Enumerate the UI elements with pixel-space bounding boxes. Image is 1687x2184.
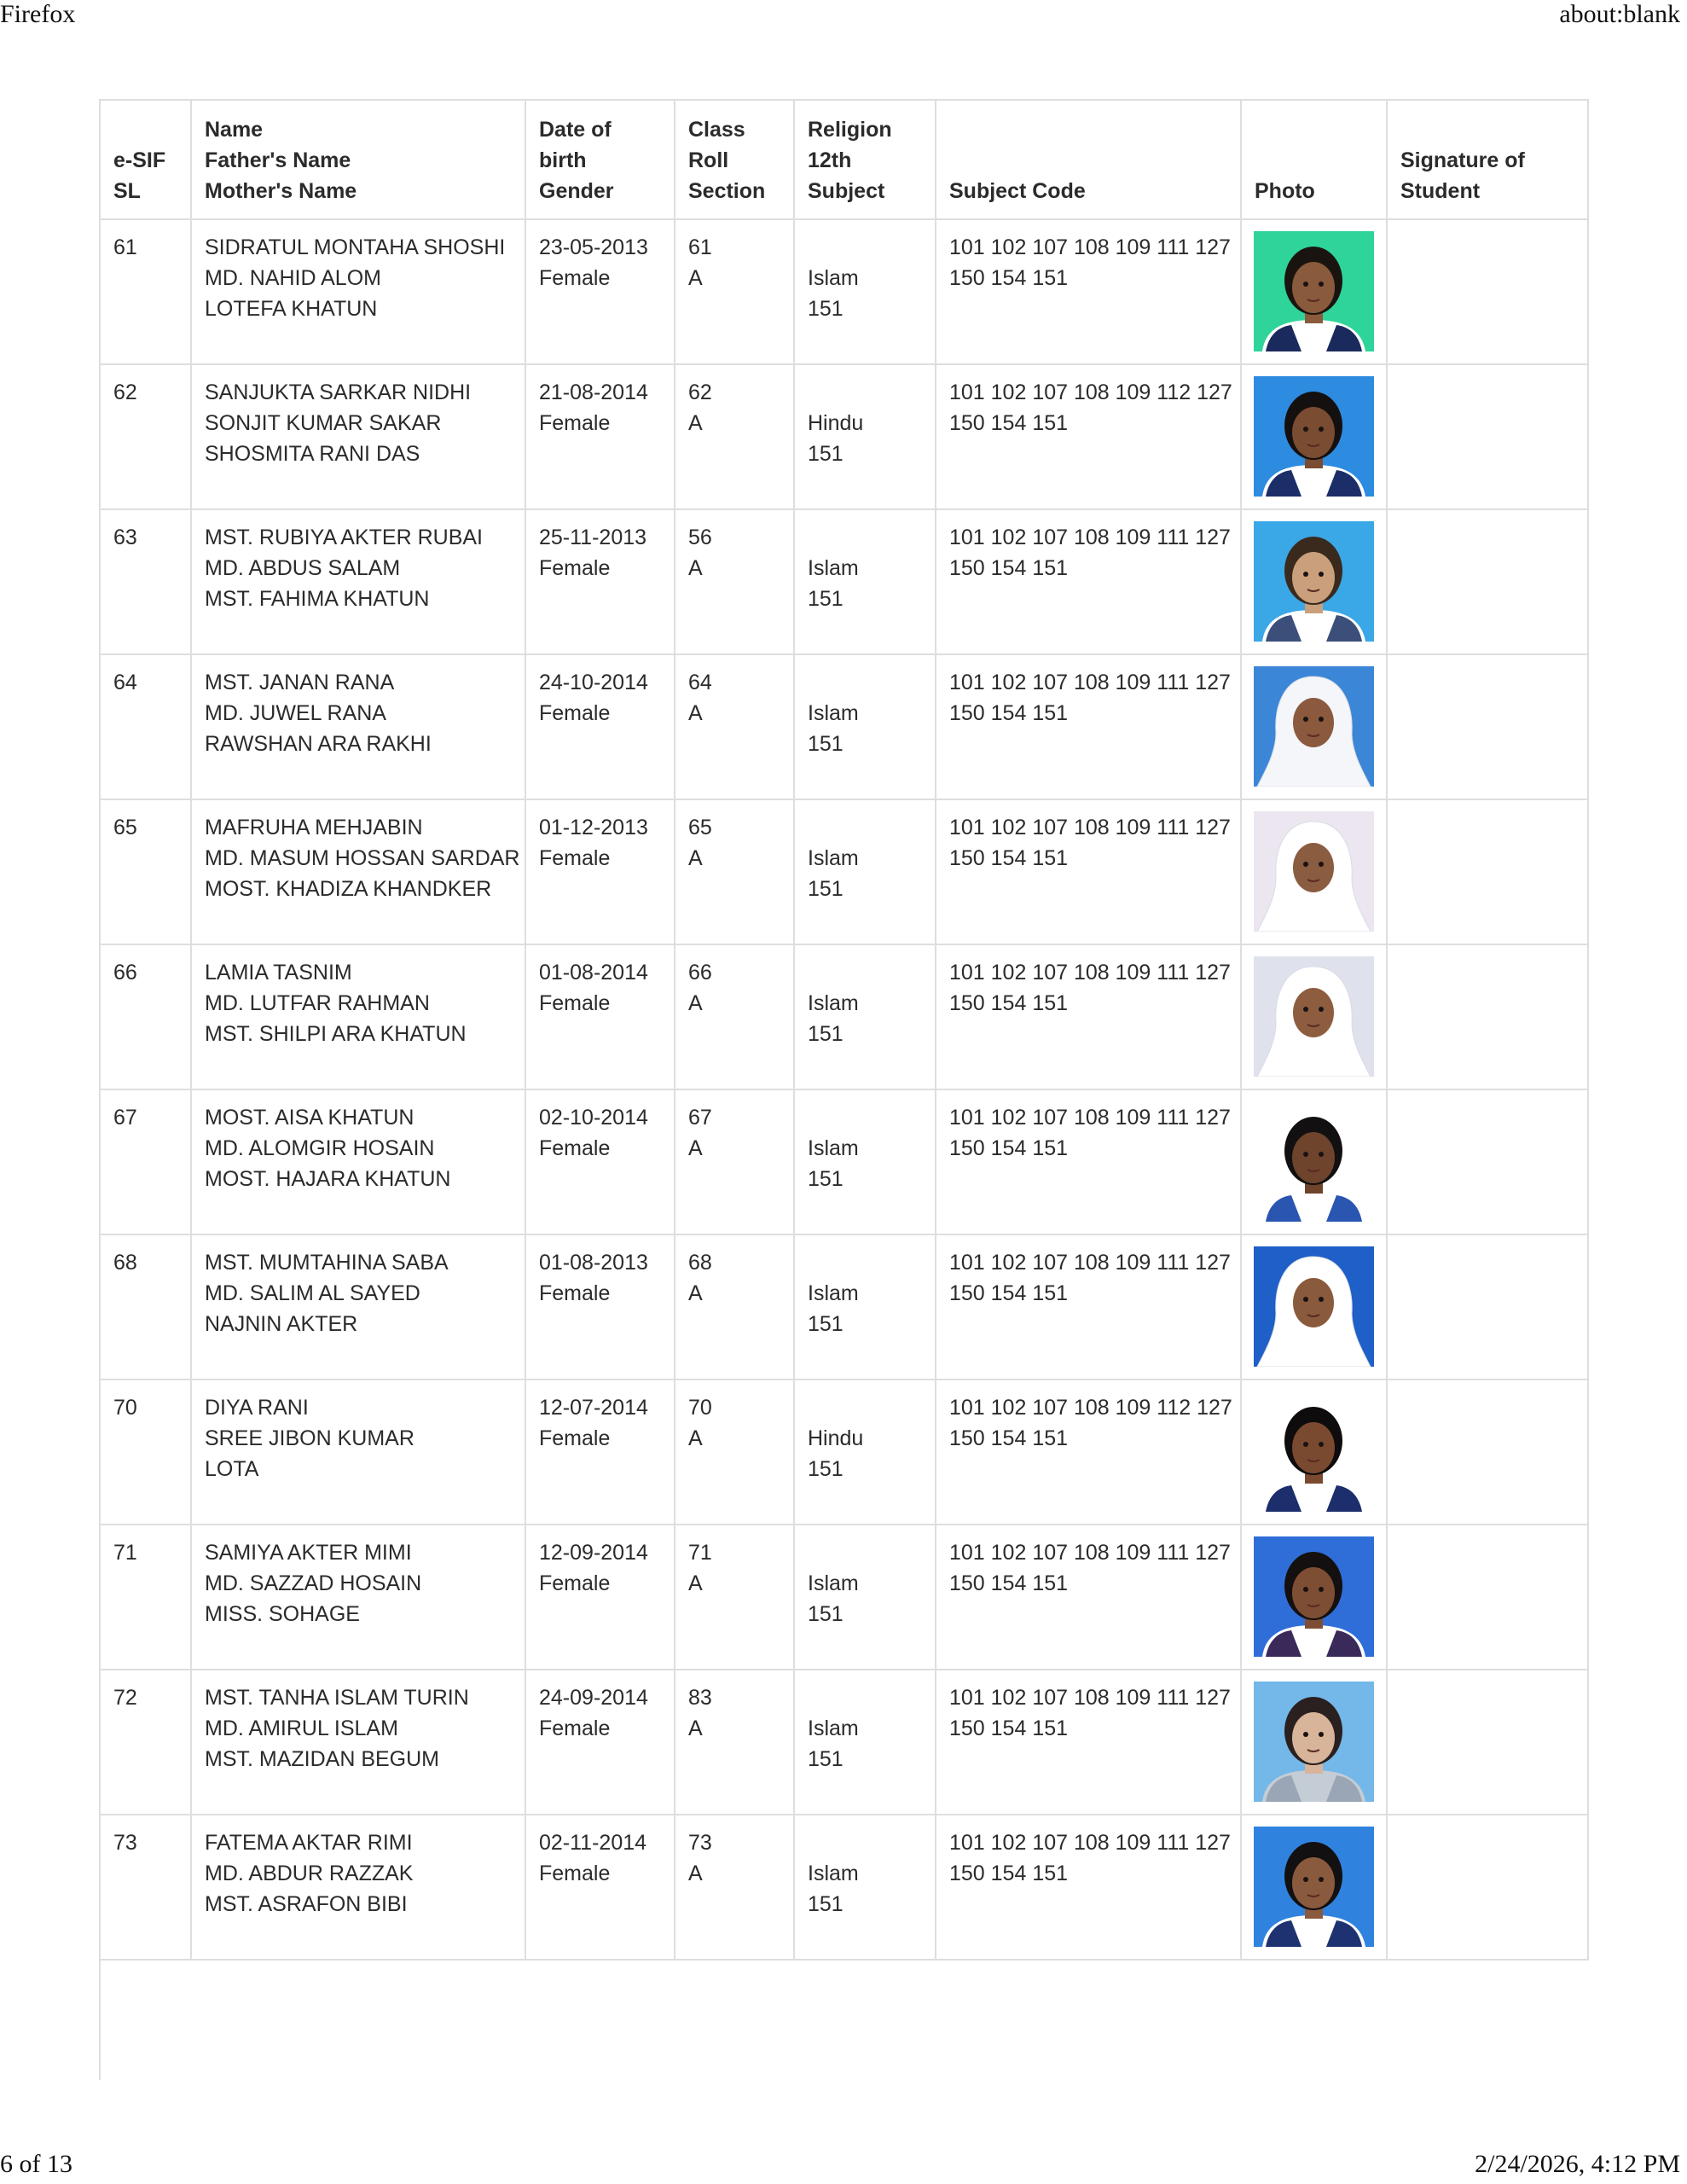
browser-name: Firefox: [0, 0, 76, 28]
mother-name: MOST. KHADIZA KHANDKER: [205, 877, 492, 901]
portrait-image: [1254, 1682, 1374, 1802]
portrait-image: [1254, 956, 1374, 1077]
student-photo: [1254, 521, 1374, 642]
father-name: MD. MASUM HOSSAN SARDAR: [205, 846, 520, 870]
table-body: [100, 219, 1588, 1960]
roll: 83: [688, 1686, 712, 1710]
cell-class: [675, 944, 794, 1089]
cell-dob: [525, 1234, 675, 1380]
cell-sl: 63: [100, 509, 191, 654]
student-name: MOST. AISA KHATUN: [205, 1106, 415, 1130]
date-of-birth: 02-10-2014: [539, 1106, 648, 1130]
subject-12th: 151: [808, 442, 844, 466]
gender: Female: [539, 266, 611, 290]
student-name: FATEMA AKTAR RIMI: [205, 1831, 413, 1855]
cell-subject-code: [936, 1670, 1241, 1815]
student-name: MST. JANAN RANA: [205, 671, 395, 694]
subject-codes-line-2: 150 154 151: [949, 1571, 1069, 1595]
subject-codes-line-1: 101 102 107 108 109 111 127: [949, 961, 1231, 985]
cell-photo: [1241, 364, 1387, 509]
header-sl: e-SIF SL: [100, 100, 191, 219]
student-photo: [1254, 1682, 1374, 1802]
cell-religion: [794, 1234, 936, 1380]
cell-dob: [525, 1815, 675, 1960]
student-photo: [1254, 1246, 1374, 1367]
cell-signature: [1387, 1525, 1588, 1670]
student-photo: [1254, 1536, 1374, 1657]
portrait-image: [1254, 811, 1374, 932]
cell-dob: [525, 654, 675, 799]
cell-signature: [1387, 1380, 1588, 1525]
religion: Islam: [808, 846, 859, 870]
student-table: [99, 99, 1589, 1960]
roll: 67: [688, 1106, 712, 1130]
father-name: MD. ABDUS SALAM: [205, 556, 401, 580]
religion: Islam: [808, 1136, 859, 1160]
cell-religion: [794, 1089, 936, 1234]
cell-sl: 73: [100, 1815, 191, 1960]
mother-name: SHOSMITA RANI DAS: [205, 442, 420, 466]
cell-names: [191, 799, 525, 944]
roll: 73: [688, 1831, 712, 1855]
cell-class: [675, 799, 794, 944]
father-name: MD. LUTFAR RAHMAN: [205, 991, 430, 1015]
cell-subject-code: [936, 1380, 1241, 1525]
table-row: [100, 1815, 1588, 1960]
student-photo: [1254, 1391, 1374, 1512]
student-name: MST. TANHA ISLAM TURIN: [205, 1686, 469, 1710]
subject-codes-line-2: 150 154 151: [949, 991, 1069, 1015]
subject-codes-line-2: 150 154 151: [949, 266, 1069, 290]
date-of-birth: 12-09-2014: [539, 1541, 648, 1565]
roll: 70: [688, 1396, 712, 1420]
cell-sl: 71: [100, 1525, 191, 1670]
father-name: MD. NAHID ALOM: [205, 266, 381, 290]
father-name: MD. ALOMGIR HOSAIN: [205, 1136, 435, 1160]
subject-12th: 151: [808, 1457, 844, 1481]
student-name: SAMIYA AKTER MIMI: [205, 1541, 412, 1565]
subject-codes-line-1: 101 102 107 108 109 111 127: [949, 816, 1231, 839]
section: A: [688, 846, 703, 870]
student-photo: [1254, 666, 1374, 787]
cell-names: [191, 509, 525, 654]
cell-class: [675, 1670, 794, 1815]
portrait-image: [1254, 1246, 1374, 1367]
father-name: MD. SAZZAD HOSAIN: [205, 1571, 422, 1595]
table-row: [100, 799, 1588, 944]
cell-religion: [794, 1670, 936, 1815]
cell-religion: [794, 1815, 936, 1960]
subject-codes-line-1: 101 102 107 108 109 111 127: [949, 1251, 1231, 1275]
student-name: DIYA RANI: [205, 1396, 309, 1420]
cell-photo: [1241, 1670, 1387, 1815]
student-photo: [1254, 1101, 1374, 1222]
cell-subject-code: [936, 1234, 1241, 1380]
cell-photo: [1241, 944, 1387, 1089]
cell-names: [191, 1089, 525, 1234]
religion: Islam: [808, 1716, 859, 1740]
date-of-birth: 01-08-2014: [539, 961, 648, 985]
page-indicator: 6 of 13: [0, 2150, 72, 2178]
religion: Islam: [808, 556, 859, 580]
gender: Female: [539, 556, 611, 580]
header-religion: Religion 12th Subject: [794, 100, 936, 219]
roll: 68: [688, 1251, 712, 1275]
subject-codes-line-2: 150 154 151: [949, 1281, 1069, 1305]
subject-12th: 151: [808, 1167, 844, 1191]
father-name: MD. JUWEL RANA: [205, 701, 386, 725]
print-footer: [0, 2150, 1687, 2184]
cell-subject-code: [936, 799, 1241, 944]
cell-names: [191, 1815, 525, 1960]
gender: Female: [539, 1281, 611, 1305]
cell-names: [191, 1525, 525, 1670]
table-row: [100, 1525, 1588, 1670]
cell-names: [191, 219, 525, 364]
page-continuation-border: [99, 1960, 101, 2080]
cell-sl: 61: [100, 219, 191, 364]
subject-codes-line-2: 150 154 151: [949, 556, 1069, 580]
cell-photo: [1241, 1525, 1387, 1670]
subject-codes-line-1: 101 102 107 108 109 111 127: [949, 1831, 1231, 1855]
section: A: [688, 1862, 703, 1885]
date-of-birth: 25-11-2013: [539, 526, 647, 549]
cell-religion: [794, 509, 936, 654]
cell-signature: [1387, 799, 1588, 944]
gender: Female: [539, 1716, 611, 1740]
student-photo: [1254, 376, 1374, 497]
date-of-birth: 12-07-2014: [539, 1396, 648, 1420]
table-row: [100, 364, 1588, 509]
header-name: Name Father's Name Mother's Name: [191, 100, 525, 219]
religion: Islam: [808, 991, 859, 1015]
subject-codes-line-2: 150 154 151: [949, 1862, 1069, 1885]
cell-class: [675, 1234, 794, 1380]
cell-sl: 72: [100, 1670, 191, 1815]
header-class: Class Roll Section: [675, 100, 794, 219]
religion: Islam: [808, 266, 859, 290]
cell-photo: [1241, 509, 1387, 654]
portrait-image: [1254, 521, 1374, 642]
subject-codes-line-2: 150 154 151: [949, 1426, 1069, 1450]
gender: Female: [539, 1136, 611, 1160]
header-dob: Date of birth Gender: [525, 100, 675, 219]
student-photo: [1254, 811, 1374, 932]
gender: Female: [539, 701, 611, 725]
print-datetime: 2/24/2026, 4:12 PM: [1475, 2150, 1680, 2178]
cell-photo: [1241, 654, 1387, 799]
print-header: [0, 0, 1687, 34]
cell-names: [191, 944, 525, 1089]
gender: Female: [539, 1426, 611, 1450]
cell-sl: 68: [100, 1234, 191, 1380]
cell-class: [675, 1380, 794, 1525]
subject-codes-line-2: 150 154 151: [949, 1136, 1069, 1160]
date-of-birth: 21-08-2014: [539, 380, 648, 404]
student-list-sheet: [99, 99, 1587, 2080]
header-photo: Photo: [1241, 100, 1387, 219]
cell-signature: [1387, 1234, 1588, 1380]
roll: 61: [688, 235, 712, 259]
cell-photo: [1241, 1380, 1387, 1525]
cell-religion: [794, 944, 936, 1089]
table-row: [100, 219, 1588, 364]
cell-signature: [1387, 944, 1588, 1089]
cell-dob: [525, 1670, 675, 1815]
subject-codes-line-2: 150 154 151: [949, 411, 1069, 435]
cell-dob: [525, 219, 675, 364]
cell-religion: [794, 654, 936, 799]
cell-subject-code: [936, 219, 1241, 364]
cell-dob: [525, 1380, 675, 1525]
subject-codes-line-1: 101 102 107 108 109 112 127: [949, 380, 1232, 404]
section: A: [688, 411, 703, 435]
cell-class: [675, 1815, 794, 1960]
gender: Female: [539, 1571, 611, 1595]
cell-names: [191, 1380, 525, 1525]
cell-religion: [794, 364, 936, 509]
subject-codes-line-2: 150 154 151: [949, 846, 1069, 870]
portrait-image: [1254, 1391, 1374, 1512]
cell-subject-code: [936, 364, 1241, 509]
student-name: MST. RUBIYA AKTER RUBAI: [205, 526, 484, 549]
portrait-image: [1254, 1536, 1374, 1657]
cell-class: [675, 509, 794, 654]
cell-subject-code: [936, 1525, 1241, 1670]
section: A: [688, 1281, 703, 1305]
header-subject-code: Subject Code: [936, 100, 1241, 219]
religion: Islam: [808, 701, 859, 725]
subject-12th: 151: [808, 877, 844, 901]
subject-12th: 151: [808, 1022, 844, 1046]
student-photo: [1254, 1827, 1374, 1947]
cell-class: [675, 654, 794, 799]
section: A: [688, 1136, 703, 1160]
cell-photo: [1241, 219, 1387, 364]
student-name: MST. MUMTAHINA SABA: [205, 1251, 449, 1275]
cell-signature: [1387, 219, 1588, 364]
subject-codes-line-1: 101 102 107 108 109 111 127: [949, 1686, 1231, 1710]
father-name: SONJIT KUMAR SAKAR: [205, 411, 442, 435]
student-name: SIDRATUL MONTAHA SHOSHI: [205, 235, 506, 259]
student-name: MAFRUHA MEHJABIN: [205, 816, 423, 839]
section: A: [688, 991, 703, 1015]
religion: Islam: [808, 1281, 859, 1305]
portrait-image: [1254, 1101, 1374, 1222]
subject-codes-line-2: 150 154 151: [949, 701, 1069, 725]
date-of-birth: 02-11-2014: [539, 1831, 647, 1855]
cell-photo: [1241, 1234, 1387, 1380]
student-name: LAMIA TASNIM: [205, 961, 352, 985]
religion: Hindu: [808, 1426, 864, 1450]
cell-religion: [794, 1525, 936, 1670]
table-row: [100, 1380, 1588, 1525]
gender: Female: [539, 411, 611, 435]
cell-subject-code: [936, 509, 1241, 654]
cell-subject-code: [936, 654, 1241, 799]
cell-photo: [1241, 1815, 1387, 1960]
mother-name: MOST. HAJARA KHATUN: [205, 1167, 451, 1191]
date-of-birth: 24-10-2014: [539, 671, 648, 694]
subject-12th: 151: [808, 1312, 844, 1336]
subject-12th: 151: [808, 1747, 844, 1771]
cell-names: [191, 1670, 525, 1815]
cell-sl: 66: [100, 944, 191, 1089]
cell-dob: [525, 1089, 675, 1234]
mother-name: MST. SHILPI ARA KHATUN: [205, 1022, 467, 1046]
mother-name: LOTEFA KHATUN: [205, 297, 378, 321]
gender: Female: [539, 1862, 611, 1885]
mother-name: MST. FAHIMA KHATUN: [205, 587, 430, 611]
cell-religion: [794, 219, 936, 364]
portrait-image: [1254, 666, 1374, 787]
section: A: [688, 1716, 703, 1740]
father-name: MD. ABDUR RAZZAK: [205, 1862, 414, 1885]
student-photo: [1254, 956, 1374, 1077]
mother-name: MST. MAZIDAN BEGUM: [205, 1747, 440, 1771]
cell-names: [191, 1234, 525, 1380]
roll: 71: [688, 1541, 712, 1565]
cell-signature: [1387, 1670, 1588, 1815]
roll: 66: [688, 961, 712, 985]
student-name: SANJUKTA SARKAR NIDHI: [205, 380, 472, 404]
father-name: SREE JIBON KUMAR: [205, 1426, 415, 1450]
subject-12th: 151: [808, 1892, 844, 1916]
page-url: about:blank: [1559, 0, 1680, 28]
gender: Female: [539, 846, 611, 870]
subject-codes-line-1: 101 102 107 108 109 111 127: [949, 1106, 1231, 1130]
cell-class: [675, 364, 794, 509]
father-name: MD. AMIRUL ISLAM: [205, 1716, 398, 1740]
section: A: [688, 1426, 703, 1450]
father-name: MD. SALIM AL SAYED: [205, 1281, 420, 1305]
header-signature: Signature of Student: [1387, 100, 1588, 219]
roll: 65: [688, 816, 712, 839]
portrait-image: [1254, 376, 1374, 497]
cell-sl: 67: [100, 1089, 191, 1234]
cell-photo: [1241, 1089, 1387, 1234]
cell-dob: [525, 1525, 675, 1670]
cell-signature: [1387, 509, 1588, 654]
cell-names: [191, 364, 525, 509]
subject-codes-line-2: 150 154 151: [949, 1716, 1069, 1740]
religion: Islam: [808, 1862, 859, 1885]
cell-sl: 65: [100, 799, 191, 944]
subject-codes-line-1: 101 102 107 108 109 112 127: [949, 1396, 1232, 1420]
cell-signature: [1387, 1815, 1588, 1960]
section: A: [688, 556, 703, 580]
table-row: [100, 1670, 1588, 1815]
cell-signature: [1387, 1089, 1588, 1234]
cell-religion: [794, 1380, 936, 1525]
section: A: [688, 701, 703, 725]
cell-names: [191, 654, 525, 799]
cell-dob: [525, 944, 675, 1089]
cell-sl: 62: [100, 364, 191, 509]
cell-dob: [525, 799, 675, 944]
roll: 56: [688, 526, 712, 549]
cell-dob: [525, 509, 675, 654]
cell-class: [675, 1525, 794, 1670]
subject-12th: 151: [808, 732, 844, 756]
mother-name: RAWSHAN ARA RAKHI: [205, 732, 432, 756]
roll: 64: [688, 671, 712, 694]
date-of-birth: 01-12-2013: [539, 816, 648, 839]
portrait-image: [1254, 1827, 1374, 1947]
mother-name: MST. ASRAFON BIBI: [205, 1892, 408, 1916]
cell-subject-code: [936, 944, 1241, 1089]
subject-codes-line-1: 101 102 107 108 109 111 127: [949, 1541, 1231, 1565]
gender: Female: [539, 991, 611, 1015]
subject-12th: 151: [808, 1602, 844, 1626]
cell-signature: [1387, 364, 1588, 509]
cell-sl: 64: [100, 654, 191, 799]
portrait-image: [1254, 231, 1374, 351]
cell-photo: [1241, 799, 1387, 944]
subject-12th: 151: [808, 297, 844, 321]
date-of-birth: 01-08-2013: [539, 1251, 648, 1275]
table-header-row: [100, 100, 1588, 219]
roll: 62: [688, 380, 712, 404]
table-row: [100, 654, 1588, 799]
mother-name: LOTA: [205, 1457, 259, 1481]
cell-subject-code: [936, 1815, 1241, 1960]
mother-name: NAJNIN AKTER: [205, 1312, 358, 1336]
table-row: [100, 1234, 1588, 1380]
religion: Islam: [808, 1571, 859, 1595]
subject-codes-line-1: 101 102 107 108 109 111 127: [949, 235, 1231, 259]
cell-sl: 70: [100, 1380, 191, 1525]
cell-subject-code: [936, 1089, 1241, 1234]
cell-religion: [794, 799, 936, 944]
subject-codes-line-1: 101 102 107 108 109 111 127: [949, 671, 1231, 694]
cell-class: [675, 219, 794, 364]
religion: Hindu: [808, 411, 864, 435]
table-row: [100, 1089, 1588, 1234]
date-of-birth: 23-05-2013: [539, 235, 648, 259]
date-of-birth: 24-09-2014: [539, 1686, 648, 1710]
subject-12th: 151: [808, 587, 844, 611]
cell-dob: [525, 364, 675, 509]
section: A: [688, 266, 703, 290]
cell-signature: [1387, 654, 1588, 799]
mother-name: MISS. SOHAGE: [205, 1602, 360, 1626]
cell-class: [675, 1089, 794, 1234]
table-row: [100, 944, 1588, 1089]
section: A: [688, 1571, 703, 1595]
student-photo: [1254, 231, 1374, 351]
subject-codes-line-1: 101 102 107 108 109 111 127: [949, 526, 1231, 549]
table-row: [100, 509, 1588, 654]
